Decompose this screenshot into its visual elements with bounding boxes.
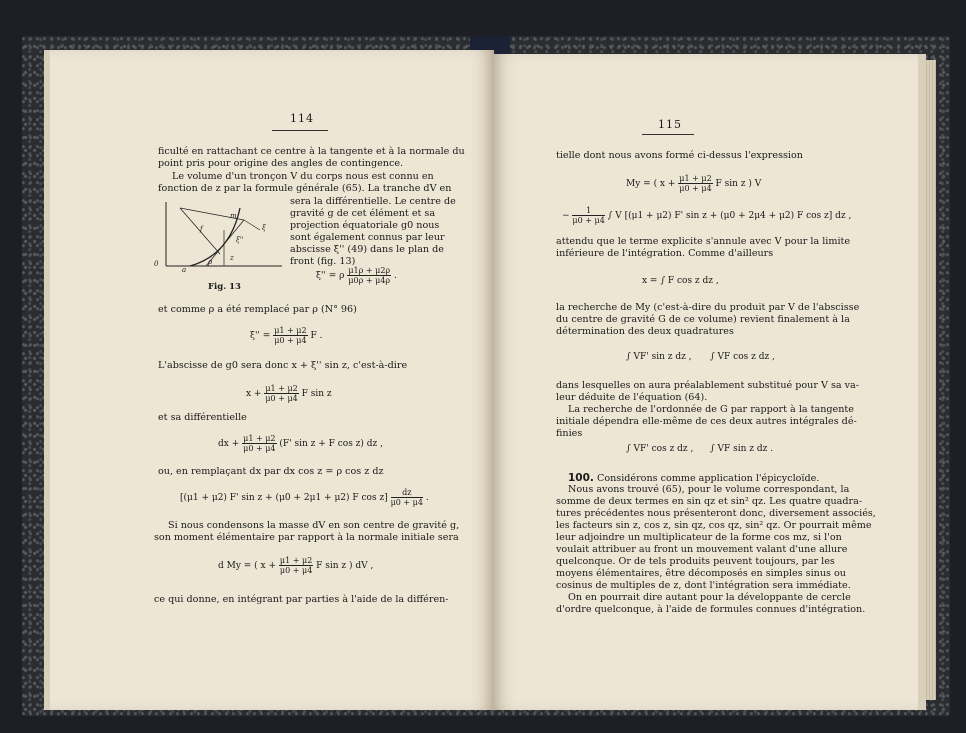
text-line: cosinus de multiples de z, dont l'intégration sera immédiate. — [556, 580, 851, 591]
fig-label: ξ'' — [236, 236, 244, 244]
fig-label: ρ — [208, 258, 213, 266]
text-line: projection équatoriale g0 nous — [290, 220, 440, 231]
text-line: tures précédentes nous présenteront donc, diversement associés, — [556, 508, 876, 519]
equation: My = ( x + $\frac{\mu 1 + \mu 2}{\mu 0 + \mu 4}$ F sin z ) V — [626, 174, 762, 193]
text-line: finies — [556, 428, 583, 439]
text-line: quelconque. Or de tels produits peuvent toujours, par les — [556, 556, 835, 567]
text-line: initiale dépendra elle-même de ces deux autres intégrales dé- — [556, 416, 857, 427]
text-line: L'abscisse de g0 sera donc x + ξ'' sin z, c'est-à-dire — [158, 360, 408, 371]
text-line: du centre de gravité G de ce volume) revient finalement à la — [556, 314, 850, 325]
text-line: Si nous condensons la masse dV en son centre de gravité g, — [168, 520, 460, 531]
text-line: On en pourrait dire autant pour la développante de cercle — [568, 592, 851, 603]
text-line: ce qui donne, en intégrant par parties à l'aide de la différen- — [154, 594, 449, 605]
equation: ∫ VF' cos z dz , — [626, 444, 694, 454]
text-line: fonction de z par la formule générale (65). La tranche dV en — [158, 183, 452, 194]
text-line: moyens élémentaires, être décomposés en simples sinus ou — [556, 568, 846, 579]
figure-13-diagram — [160, 200, 284, 272]
equation: ∫ VF cos z dz , — [710, 352, 775, 362]
equation: x + $\frac{\mu 1 + \mu 2}{\mu 0 + \mu 4}$ F sin z — [246, 384, 332, 403]
text-line: Le volume d'un tronçon V du corps nous est connu en — [172, 171, 434, 182]
text-line: gravité g de cet élément et sa — [290, 208, 436, 219]
fig-label: 0 — [154, 260, 159, 268]
equation: x = ∫ F cos z dz , — [642, 276, 719, 286]
text-line: sont également connus par leur — [290, 232, 445, 243]
text-line: Nous avons trouvé (65), pour le volume correspondant, la — [568, 484, 850, 495]
text-line: leur adjoindre un multiplicateur de la forme cos mz, si l'on — [556, 532, 842, 543]
text-line: front (fig. 13) — [290, 256, 356, 267]
text-line: attendu que le terme explicite s'annule avec V pour la limite — [556, 236, 851, 247]
fig-label: z — [230, 254, 234, 262]
text-line: et sa différentielle — [158, 412, 247, 423]
header-rule — [272, 130, 328, 131]
right-page — [492, 54, 926, 710]
text-line: ficulté en rattachant ce centre à la tangente et à la normale du — [158, 146, 465, 157]
text-line: et comme ρ a été remplacé par ρ (N° 96) — [158, 304, 357, 315]
fig-label: f — [200, 225, 203, 233]
equation: dx + $\frac{\mu 1 + \mu 2}{\mu 0 + \mu 4}$ (F' sin z + F cos z) dz , — [218, 434, 384, 453]
equation: ∫ VF sin z dz . — [710, 444, 774, 454]
fig-label: m — [230, 212, 237, 220]
text-line: dans lesquelles on aura préalablement substitué pour V sa va- — [556, 380, 860, 391]
equation: [(μ1 + μ2) F' sin z + (μ0 + 2μ1 + μ2) F cos z] $\frac{dz}{\mu 0 + \mu 4}$ . — [180, 488, 429, 507]
fig-label: a — [182, 266, 187, 274]
text-line: voulait attribuer au front un mouvement valant d'une allure — [556, 544, 848, 555]
equation: ξ'' = ρ $\frac{\mu 1\rho + \mu 2\rho}{\mu 0\rho + \mu 4\rho}$ . — [316, 266, 397, 285]
equation: ∫ VF' sin z dz , — [626, 352, 692, 362]
header-rule — [642, 134, 694, 135]
section-number: 100. — [568, 472, 594, 484]
text-line: somme de deux termes en sin qz et sin² qz. Les quatre quadra- — [556, 496, 863, 507]
equation: − $\frac{1}{\mu 0 + \mu 4}$ ∫ V [(μ1 + μ2) F' sin z + (μ0 + 2μ4 + μ2) F cos z] dz , — [562, 206, 852, 225]
text-line: ou, en remplaçant dx par dx cos z = ρ cos z dz — [158, 466, 384, 477]
text-line: son moment élémentaire par rapport à la normale initiale sera — [154, 532, 459, 543]
section-title: Considérons comme application l'épicycloïde. — [596, 473, 820, 484]
page-number: 115 — [658, 118, 682, 131]
text-line: les facteurs sin z, cos z, sin qz, cos qz, sin² qz. Or pourrait même — [556, 520, 872, 531]
text-line: détermination des deux quadratures — [556, 326, 734, 337]
text-line: d'ordre quelconque, à l'aide de formules connues d'intégration. — [556, 604, 866, 615]
text-line: sera la différentielle. Le centre de — [290, 196, 456, 207]
text-line: abscisse ξ'' (49) dans le plan de — [290, 244, 444, 255]
figure-caption: Fig. 13 — [208, 282, 241, 292]
text-line: La recherche de l'ordonnée de G par rapport à la tangente — [568, 404, 854, 415]
fig-label: ξ — [262, 224, 266, 232]
left-page — [44, 50, 494, 710]
equation: d My = ( x + $\frac{\mu 1 + \mu 2}{\mu 0 + \mu 4}$ F sin z ) dV , — [218, 556, 374, 575]
text-line: point pris pour origine des angles de contingence. — [158, 158, 404, 169]
equation: ξ'' = $\frac{\mu 1 + \mu 2}{\mu 0 + \mu 4}$ F . — [250, 326, 323, 345]
text-line: leur déduite de l'équation (64). — [556, 392, 708, 403]
text-line: tielle dont nous avons formé ci-dessus l'expression — [556, 150, 803, 161]
text-line: la recherche de My (c'est-à-dire du produit par V de l'abscisse — [556, 302, 860, 313]
page-number: 114 — [290, 112, 314, 125]
text-line: inférieure de l'intégration. Comme d'ailleurs — [556, 248, 774, 259]
